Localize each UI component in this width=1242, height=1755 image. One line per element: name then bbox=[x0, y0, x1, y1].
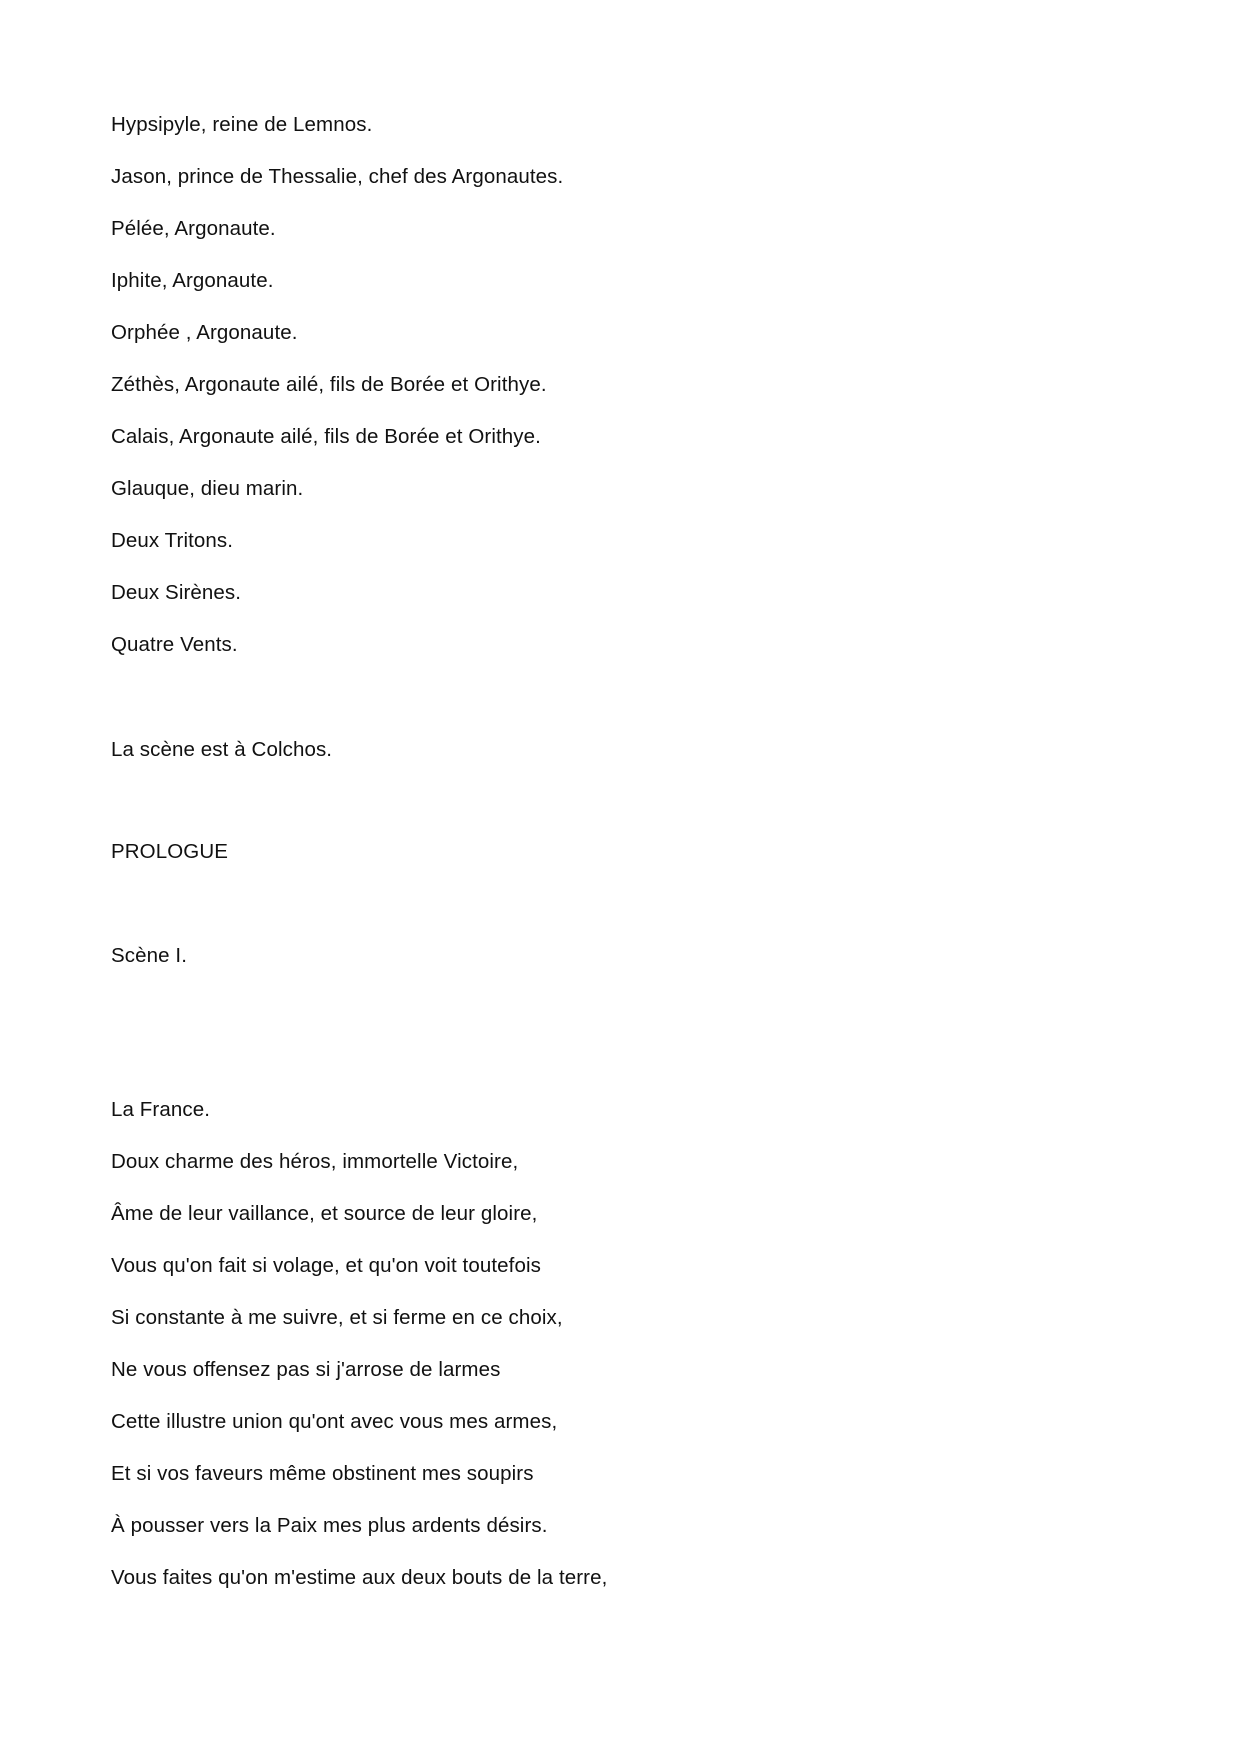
verse-line: Âme de leur vaillance, et source de leur gloire, bbox=[111, 1202, 538, 1225]
verse-line: Cette illustre union qu'ont avec vous mes armes, bbox=[111, 1410, 558, 1433]
verse-line: Et si vos faveurs même obstinent mes soupirs bbox=[111, 1462, 534, 1485]
verse-line: Si constante à me suivre, et si ferme en ce choix, bbox=[111, 1306, 563, 1329]
character-line: Pélée, Argonaute. bbox=[111, 217, 276, 240]
character-line: Deux Sirènes. bbox=[111, 581, 242, 604]
verse-line: Vous qu'on fait si volage, et qu'on voit toutefois bbox=[111, 1254, 541, 1277]
verse-line: Vous faites qu'on m'estime aux deux bouts de la terre, bbox=[111, 1566, 608, 1589]
character-line: Zéthès, Argonaute ailé, fils de Borée et Orithye. bbox=[111, 373, 547, 396]
verse-line: Ne vous offensez pas si j'arrose de larmes bbox=[111, 1358, 501, 1381]
verse-line: Doux charme des héros, immortelle Victoire, bbox=[111, 1150, 519, 1173]
character-line: Iphite, Argonaute. bbox=[111, 269, 274, 292]
character-line: Quatre Vents. bbox=[111, 633, 238, 656]
scene-title: Scène I. bbox=[111, 944, 188, 967]
section-title: PROLOGUE bbox=[111, 840, 228, 863]
character-line: Orphée , Argonaute. bbox=[111, 321, 298, 344]
scene-setting: La scène est à Colchos. bbox=[111, 738, 333, 761]
character-line: Deux Tritons. bbox=[111, 529, 234, 552]
character-line: Jason, prince de Thessalie, chef des Argonautes. bbox=[111, 165, 564, 188]
verse-line: À pousser vers la Paix mes plus ardents désirs. bbox=[111, 1514, 548, 1537]
character-line: Hypsipyle, reine de Lemnos. bbox=[111, 113, 373, 136]
character-line: Calais, Argonaute ailé, fils de Borée et Orithye. bbox=[111, 425, 541, 448]
speaker-name: La France. bbox=[111, 1098, 210, 1121]
character-line: Glauque, dieu marin. bbox=[111, 477, 304, 500]
